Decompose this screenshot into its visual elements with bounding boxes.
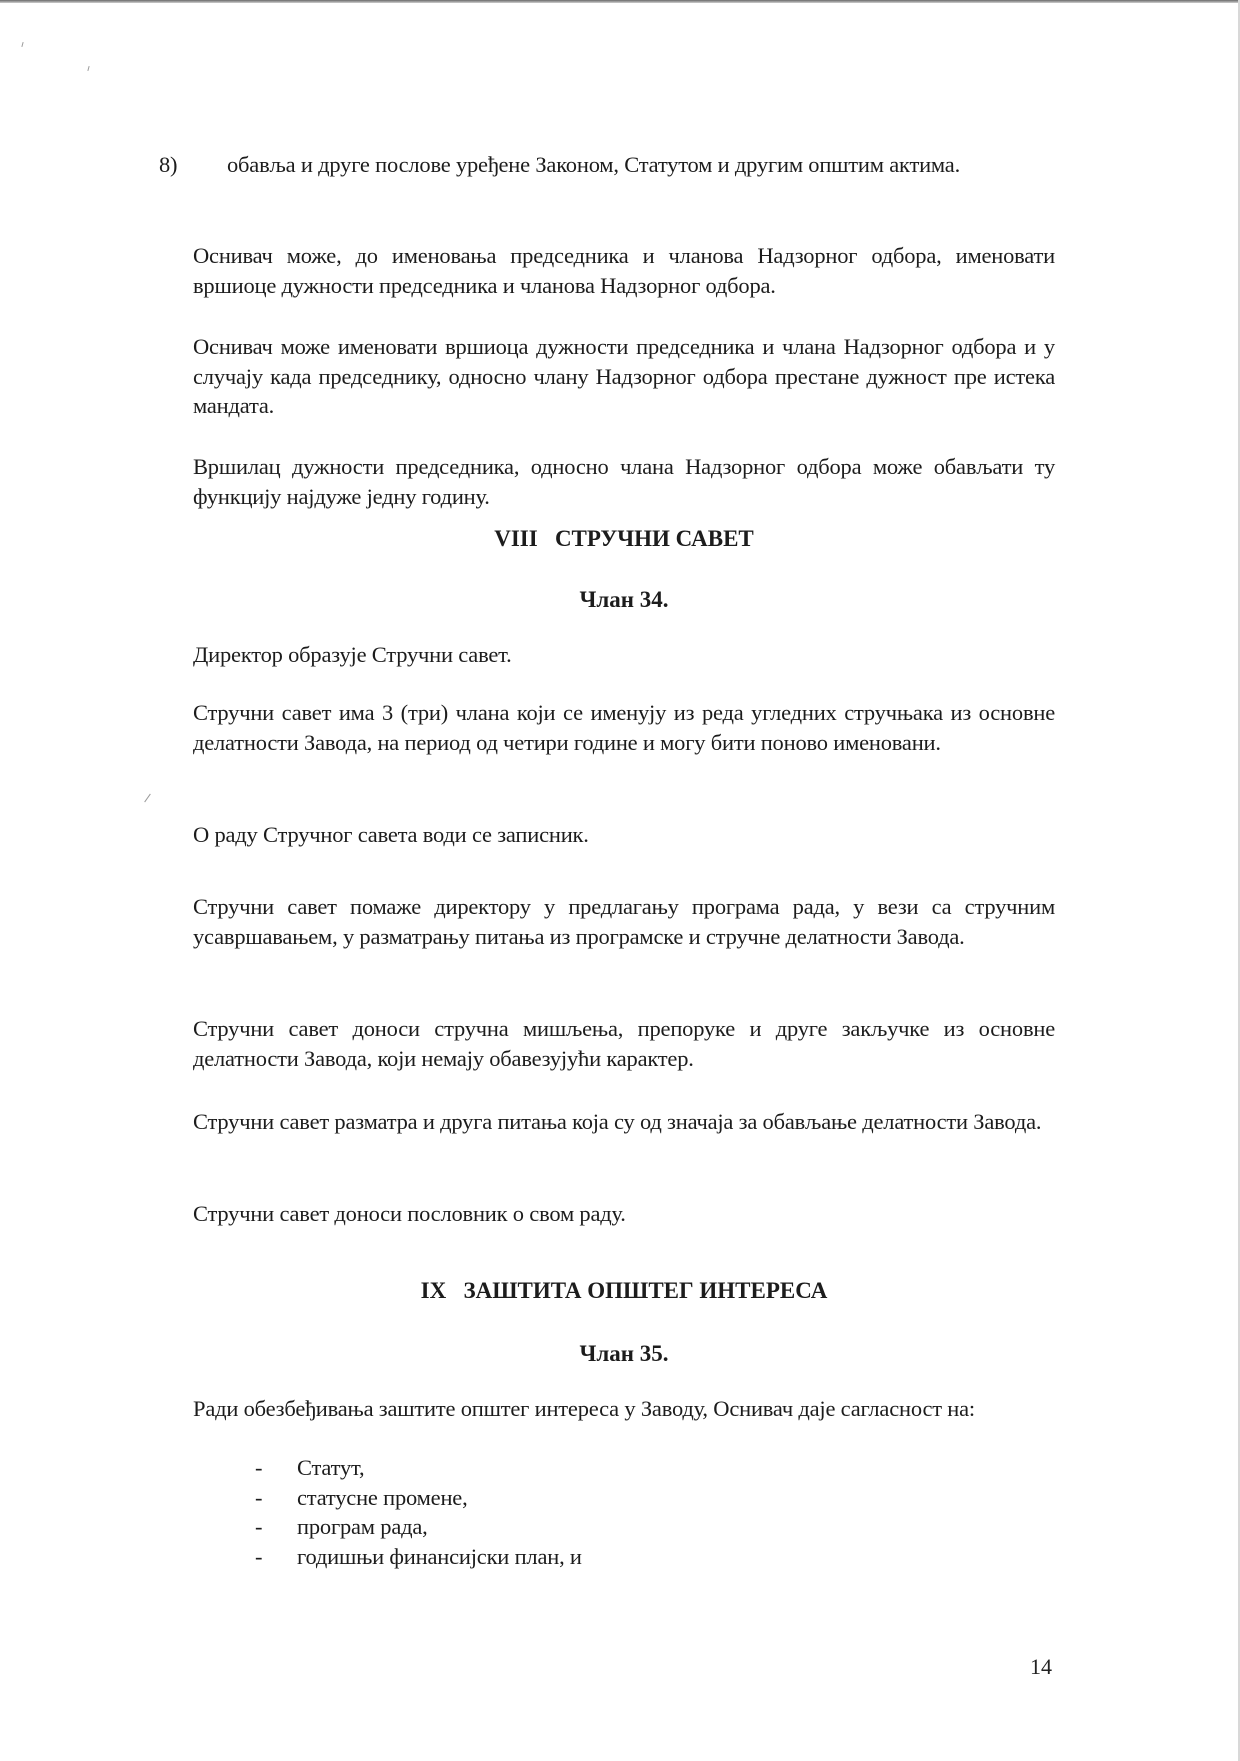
dash-marker: - (255, 1455, 263, 1480)
article-heading-35: Члан 35. (579, 1341, 669, 1366)
list-item-text: Статут, (297, 1455, 365, 1480)
list-item (255, 1542, 582, 1572)
list-item (255, 1512, 582, 1542)
scan-speck (21, 42, 23, 47)
list-item-8 (159, 150, 1089, 180)
paragraph: Стручни савет доноси пословник о свом раду. (193, 1201, 626, 1226)
list-item-text: годишњи финансијски план, и (297, 1543, 582, 1569)
paragraph: Стручни савет доноси стручна мишљења, препоруке и друге закључке из основне делатности Завода, који немају обавезујући карактер. (193, 1016, 1055, 1071)
scan-speck (144, 794, 151, 803)
paragraph: О раду Стручног савета води се записник. (193, 822, 589, 847)
list-item-text: програм рада, (297, 1514, 428, 1539)
paragraph: Оснивач може именовати вршиоца дужности председника и члана Надзорног одбора и у случају када председнику, односно члану Надзорног одбора престане дужност пре истека мандата. (193, 334, 1055, 418)
paragraph: Оснивач може, до именовања председника и чланова Надзорног одбора, именовати вршиоце дужности председника и чланова Надзорног одбора. (193, 243, 1055, 298)
page-number: 14 (1030, 1654, 1052, 1679)
paragraph: Директор образује Стручни савет. (193, 642, 512, 667)
list-item-text: обавља и друге послове уређене Законом, Статутом и другим општим актима. (227, 152, 961, 177)
list-item (255, 1483, 582, 1513)
dash-marker: - (255, 1543, 263, 1569)
consent-list (255, 1453, 582, 1571)
list-item (255, 1453, 582, 1483)
section-heading-ix: IX ЗАШТИТА ОПШТЕГ ИНТЕРЕСА (420, 1278, 828, 1303)
dash-marker: - (255, 1514, 263, 1539)
paragraph: Вршилац дужности председника, односно члана Надзорног одбора може обављати ту функцију најдуже једну годину. (193, 454, 1055, 509)
paragraph: Стручни савет разматра и друга питања која су од значаја за обављање делатности Завода. (193, 1109, 1042, 1134)
paragraph: Ради обезбеђивања заштите општег интереса у Заводу, Оснивач даје сагласност на: (193, 1396, 975, 1421)
list-item-text: статусне промене, (297, 1484, 468, 1510)
paragraph: Стручни савет има 3 (три) члана који се именују из реда угледних стручњака из основне делатности Завода, на период од четири године и могу бити поново именовани. (193, 700, 1055, 755)
dash-marker: - (255, 1484, 263, 1510)
article-heading-34: Члан 34. (579, 587, 669, 612)
list-item-number: 8) (159, 152, 178, 177)
scan-speck (87, 66, 89, 71)
paragraph: Стручни савет помаже директору у предлагању програма рада, у вези са стручним усавршавањем, у разматрању питања из програмске и стручне делатности Завода. (193, 894, 1055, 949)
scan-edge-top (0, 0, 1240, 3)
section-heading-viii: VIII СТРУЧНИ САВЕТ (494, 526, 754, 551)
